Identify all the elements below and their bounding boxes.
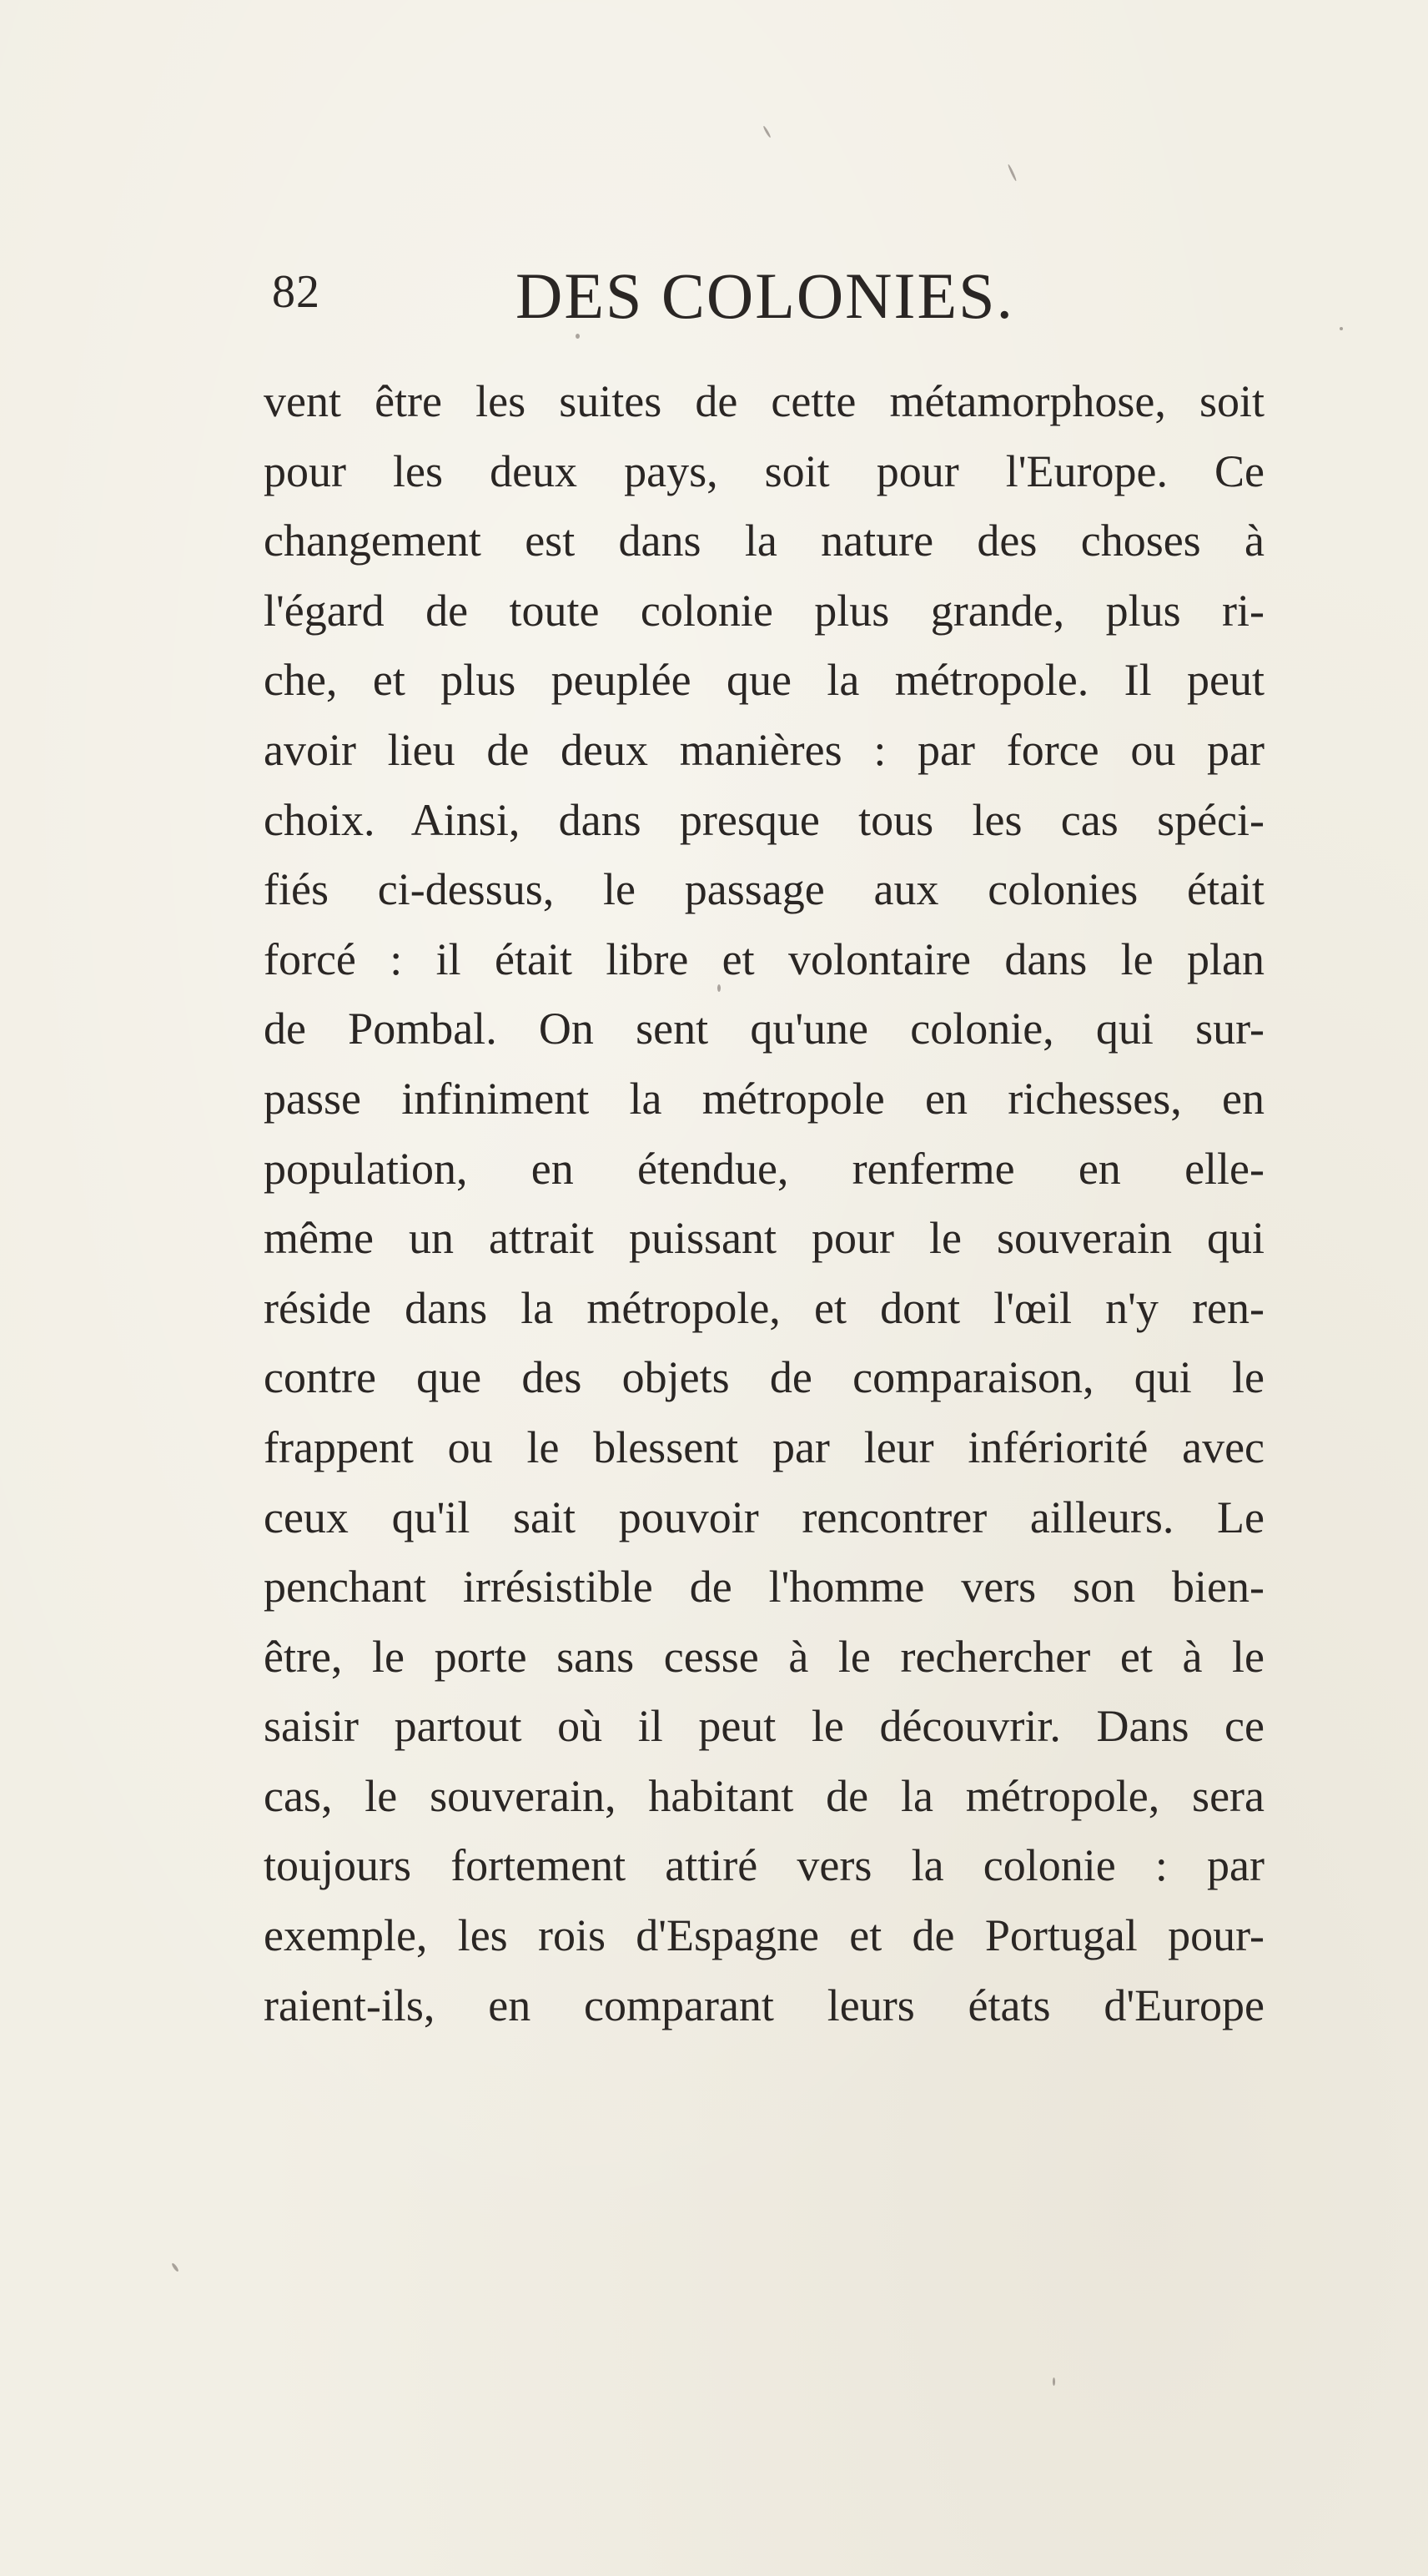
paper-speck bbox=[1007, 164, 1017, 181]
page-number: 82 bbox=[272, 266, 320, 318]
paper-speck bbox=[171, 2262, 179, 2272]
text-line: choix. Ainsi, dans presque tous les cas spéci- bbox=[264, 794, 1265, 845]
text-line: l'égard de toute colonie plus grande, plus ri- bbox=[264, 585, 1265, 636]
paper-speck bbox=[576, 334, 580, 339]
body-text bbox=[264, 367, 1265, 2040]
text-line: che, et plus peuplée que la métropole. Il peut bbox=[264, 655, 1265, 706]
paper-speck bbox=[717, 984, 721, 992]
running-head: DES COLONIES. bbox=[515, 259, 1015, 332]
text-line: ceux qu'il sait pouvoir rencontrer ailleurs. Le bbox=[264, 1492, 1265, 1542]
text-line: changement est dans la nature des choses à bbox=[264, 516, 1265, 566]
text-line: réside dans la métropole, et dont l'œil n'y ren- bbox=[264, 1282, 1265, 1333]
text-line: pour les deux pays, soit pour l'Europe. Ce bbox=[264, 445, 1265, 496]
text-line: contre que des objets de comparaison, qui le bbox=[264, 1352, 1265, 1403]
text-line: penchant irrésistible de l'homme vers son bien- bbox=[264, 1562, 1265, 1613]
text-line: même un attrait puissant pour le souverain qui bbox=[264, 1213, 1265, 1264]
paper-speck bbox=[1053, 2377, 1055, 2386]
text-line: forcé : il était libre et volontaire dans le plan bbox=[264, 933, 1265, 984]
text-line: exemple, les rois d'Espagne et de Portugal pour- bbox=[264, 1910, 1265, 1961]
text-line: fiés ci-dessus, le passage aux colonies était bbox=[264, 864, 1265, 915]
text-line: être, le porte sans cesse à le rechercher et à le bbox=[264, 1631, 1265, 1682]
text-line: vent être les suites de cette métamorphose, soit bbox=[264, 376, 1265, 426]
paper-speck bbox=[1340, 327, 1343, 330]
text-line: toujours fortement attiré vers la colonie : par bbox=[264, 1840, 1265, 1891]
text-line: passe infiniment la métropole en richesses, en bbox=[264, 1073, 1265, 1124]
text-line: cas, le souverain, habitant de la métropole, sera bbox=[264, 1770, 1265, 1821]
text-line: population, en étendue, renferme en elle- bbox=[264, 1143, 1265, 1194]
text-line: avoir lieu de deux manières : par force ou par bbox=[264, 724, 1265, 775]
text-line: raient-ils, en comparant leurs états d'Europe bbox=[264, 1980, 1265, 2030]
text-line: frappent ou le blessent par leur infériorité avec bbox=[264, 1421, 1265, 1472]
text-line: de Pombal. On sent qu'une colonie, qui sur- bbox=[264, 1004, 1265, 1054]
text-line: saisir partout où il peut le découvrir. Dans ce bbox=[264, 1701, 1265, 1752]
paper-speck bbox=[762, 125, 772, 138]
